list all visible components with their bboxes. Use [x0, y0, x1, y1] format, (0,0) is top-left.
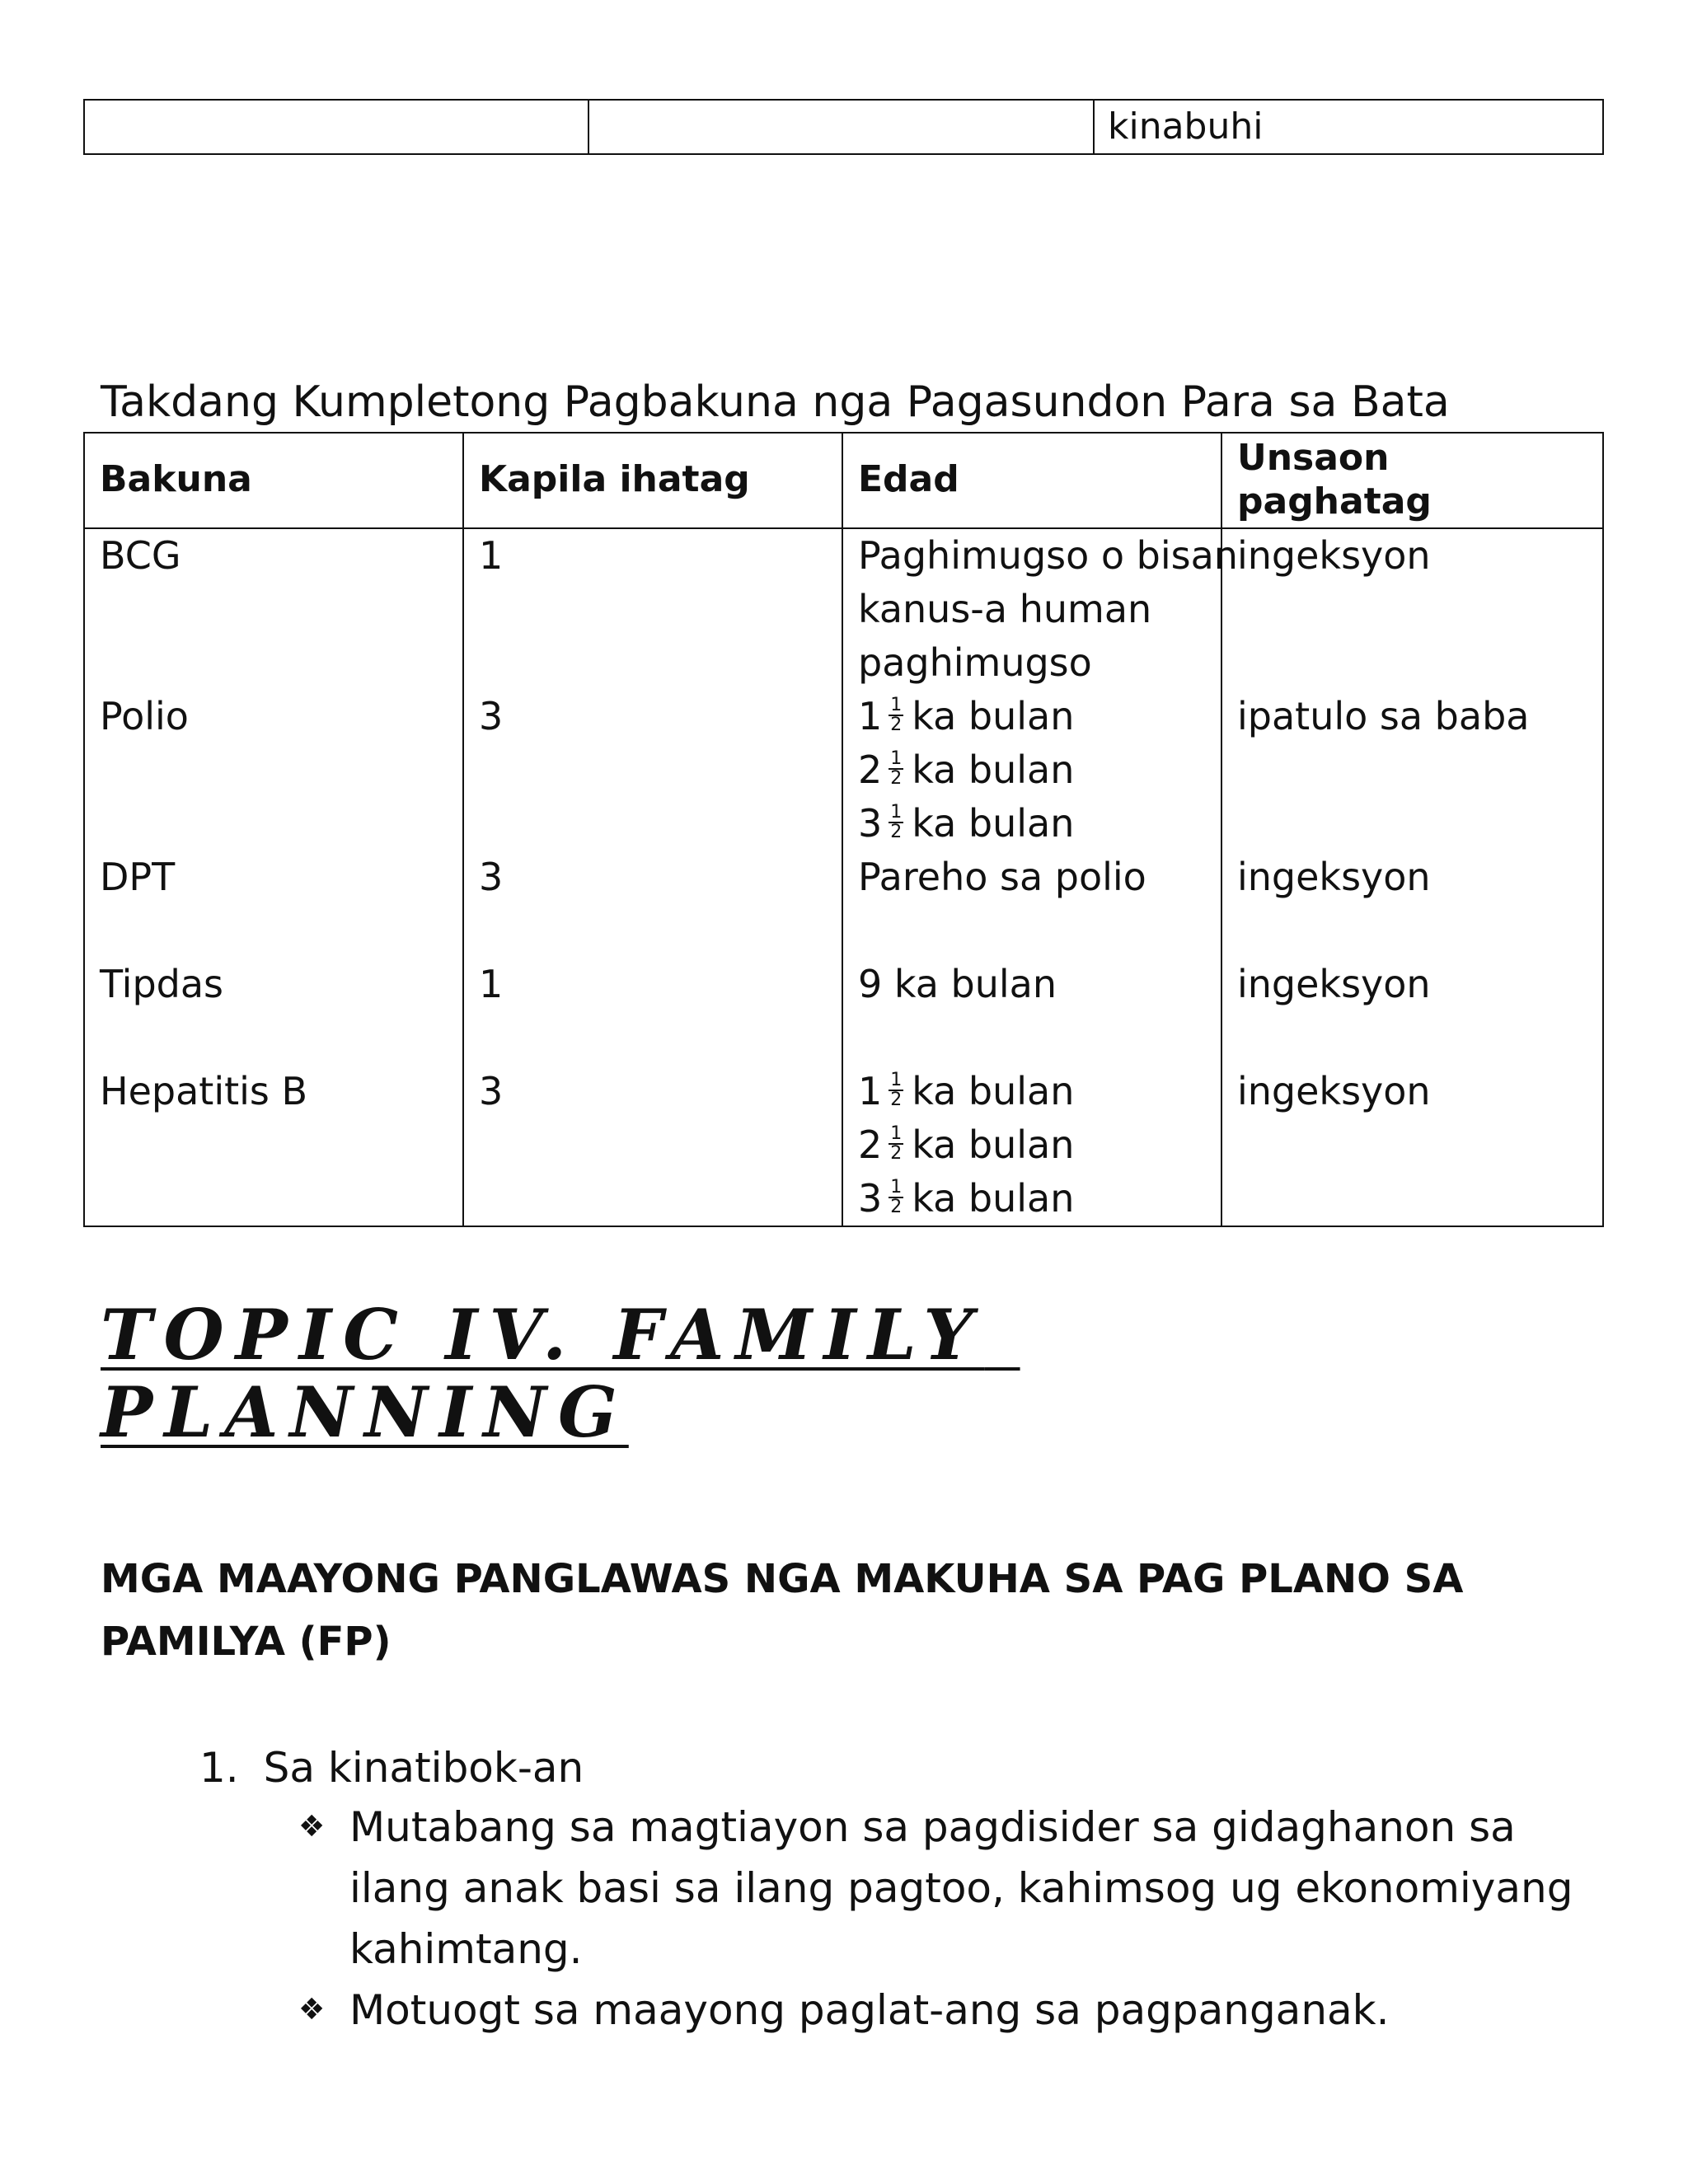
- cell-line: [479, 1118, 827, 1172]
- table-body-row: [84, 528, 1603, 1226]
- topic-heading-tail: [984, 1294, 1020, 1376]
- cell-text: 1: [858, 693, 883, 738]
- cell-line: [858, 529, 1238, 583]
- cell-text: kanus-a human: [858, 586, 1152, 631]
- cell-line: [858, 797, 1206, 851]
- cell-line: Tipdas: [100, 961, 224, 1006]
- cell-text: Pareho sa polio: [858, 854, 1146, 899]
- diamond-bullet-icon: ❖: [298, 1993, 326, 2027]
- fraction-half: [889, 804, 903, 841]
- section-heading: MGA MAAYONG PANGLAWAS NGA MAKUHA SA PAG PLANO SA PAMILYA (FP): [101, 1556, 1464, 1665]
- header-edad: Edad: [842, 433, 1221, 528]
- diamond-bullet-icon: ❖: [298, 1810, 326, 1844]
- cell-line: [100, 904, 448, 958]
- cell-line: 3: [479, 854, 504, 899]
- cell-text: ka bulan: [912, 800, 1075, 846]
- cell-text: 2: [858, 747, 883, 792]
- cell-line: ingeksyon: [1237, 854, 1431, 899]
- cell-line: [1237, 1172, 1587, 1226]
- table-row: [84, 100, 1603, 154]
- cell-line: [479, 1011, 827, 1065]
- cell-line: [1237, 1011, 1587, 1065]
- cell-text: paghimugso: [858, 640, 1092, 685]
- fraction-numerator: 1: [890, 1177, 903, 1198]
- fraction-denominator: 2: [890, 1197, 903, 1218]
- topic-heading-text: TOPIC IV. FAMILY: [101, 1294, 985, 1376]
- topic-heading-line1: [101, 1294, 1020, 1376]
- cell-line: [100, 583, 448, 636]
- column-bakuna: [84, 528, 463, 1226]
- topic-heading-line2: PLANNING: [101, 1371, 629, 1453]
- fraction-denominator: 2: [890, 1090, 903, 1111]
- cell-text: ka bulan: [912, 1122, 1075, 1167]
- cell-line: [858, 636, 1206, 690]
- bullet-text: Mutabang sa magtiayon sa pagdisider sa gidaghanon sa ilang anak basi sa ilang pagtoo, kahimsog ug ekonomiyang kahimtang.: [349, 1803, 1573, 1973]
- cell-line: [858, 743, 1206, 797]
- fraction-numerator: 1: [890, 748, 903, 770]
- header-bakuna: Bakuna: [84, 433, 463, 528]
- fraction-half: [889, 696, 903, 734]
- fraction-denominator: 2: [890, 822, 903, 843]
- cell-line: [479, 797, 827, 851]
- column-unsaon: [1221, 528, 1603, 1226]
- list-item: [298, 1980, 1584, 2041]
- cell-line: [858, 1172, 1206, 1226]
- cell-line: [858, 1118, 1206, 1172]
- cell-line: [100, 743, 448, 797]
- cell-line: BCG: [100, 532, 181, 578]
- numbered-item: [199, 1739, 584, 1797]
- fraction-half: [889, 1179, 903, 1216]
- fraction-half: [889, 1125, 903, 1163]
- cell-text: 2: [858, 1122, 883, 1167]
- cell-text: ka bulan: [912, 1068, 1075, 1113]
- cell-line: [1237, 583, 1587, 636]
- cell-text: 1: [858, 1068, 883, 1113]
- cell-text: 3: [858, 1175, 883, 1221]
- cell-line: [100, 1011, 448, 1065]
- cell-line: Polio: [100, 693, 189, 738]
- fraction-denominator: 2: [890, 768, 903, 790]
- cell-text: 3: [858, 800, 883, 846]
- cell-line: 3: [479, 1068, 504, 1113]
- cell-line: [100, 797, 448, 851]
- cell-line: [858, 851, 1206, 904]
- cell-line: [479, 743, 827, 797]
- item-text: Sa kinatibok-an: [263, 1744, 584, 1792]
- table-cell: [84, 100, 588, 154]
- cell-line: [858, 1065, 1206, 1118]
- cell-line: ipatulo sa baba: [1237, 693, 1530, 738]
- fraction-numerator: 1: [890, 695, 903, 716]
- cell-line: [100, 1172, 448, 1226]
- vaccine-schedule-table: [83, 432, 1604, 1227]
- bullet-list: [298, 1797, 1584, 2041]
- cell-line: [1237, 743, 1587, 797]
- fraction-numerator: 1: [890, 1070, 903, 1091]
- cell-text: ka bulan: [912, 747, 1075, 792]
- cell-line: 1: [479, 532, 504, 578]
- cell-line: [1237, 636, 1587, 690]
- cell-line: [858, 690, 1206, 743]
- table-header-row: [84, 433, 1603, 528]
- table-cell: kinabuhi: [1094, 100, 1603, 154]
- cell-line: [100, 636, 448, 690]
- list-item: [298, 1797, 1584, 1980]
- cell-line: ingeksyon: [1237, 961, 1431, 1006]
- cell-line: ingeksyon: [1237, 532, 1431, 578]
- header-unsaon: Unsaon paghatag: [1221, 433, 1603, 528]
- cell-text: ka bulan: [912, 693, 1075, 738]
- fraction-denominator: 2: [890, 715, 903, 736]
- cell-line: [858, 904, 1206, 958]
- cell-line: [479, 636, 827, 690]
- cell-line: [479, 904, 827, 958]
- fraction-half: [889, 750, 903, 788]
- bullet-text: Motuogt sa maayong paglat-ang sa pagpanganak.: [349, 1986, 1390, 2034]
- cell-text: 9 ka bulan: [858, 961, 1057, 1006]
- cell-line: [858, 958, 1206, 1011]
- cell-line: [858, 583, 1206, 636]
- column-kapila: [463, 528, 842, 1226]
- fraction-numerator: 1: [890, 802, 903, 823]
- cell-line: [1237, 904, 1587, 958]
- cell-line: ingeksyon: [1237, 1068, 1431, 1113]
- continued-table: [83, 99, 1604, 155]
- fraction-numerator: 1: [890, 1123, 903, 1145]
- item-number: 1.: [199, 1744, 239, 1792]
- cell-line: Hepatitis B: [100, 1068, 308, 1113]
- cell-line: [479, 1172, 827, 1226]
- cell-line: 3: [479, 693, 504, 738]
- table-caption: Takdang Kumpletong Pagbakuna nga Pagasundon Para sa Bata: [101, 377, 1450, 427]
- fraction-denominator: 2: [890, 1143, 903, 1165]
- cell-text: ka bulan: [912, 1175, 1075, 1221]
- cell-line: [858, 1011, 1206, 1065]
- cell-line: [100, 1118, 448, 1172]
- column-edad: [842, 528, 1238, 1226]
- cell-line: [1237, 797, 1587, 851]
- fraction-half: [889, 1071, 903, 1109]
- cell-text: Paghimugso o bisan: [858, 532, 1238, 578]
- cell-line: 1: [479, 961, 504, 1006]
- cell-line: [1237, 1118, 1587, 1172]
- header-kapila: Kapila ihatag: [463, 433, 842, 528]
- table-cell: [588, 100, 1094, 154]
- cell-line: DPT: [100, 854, 176, 899]
- cell-line: [479, 583, 827, 636]
